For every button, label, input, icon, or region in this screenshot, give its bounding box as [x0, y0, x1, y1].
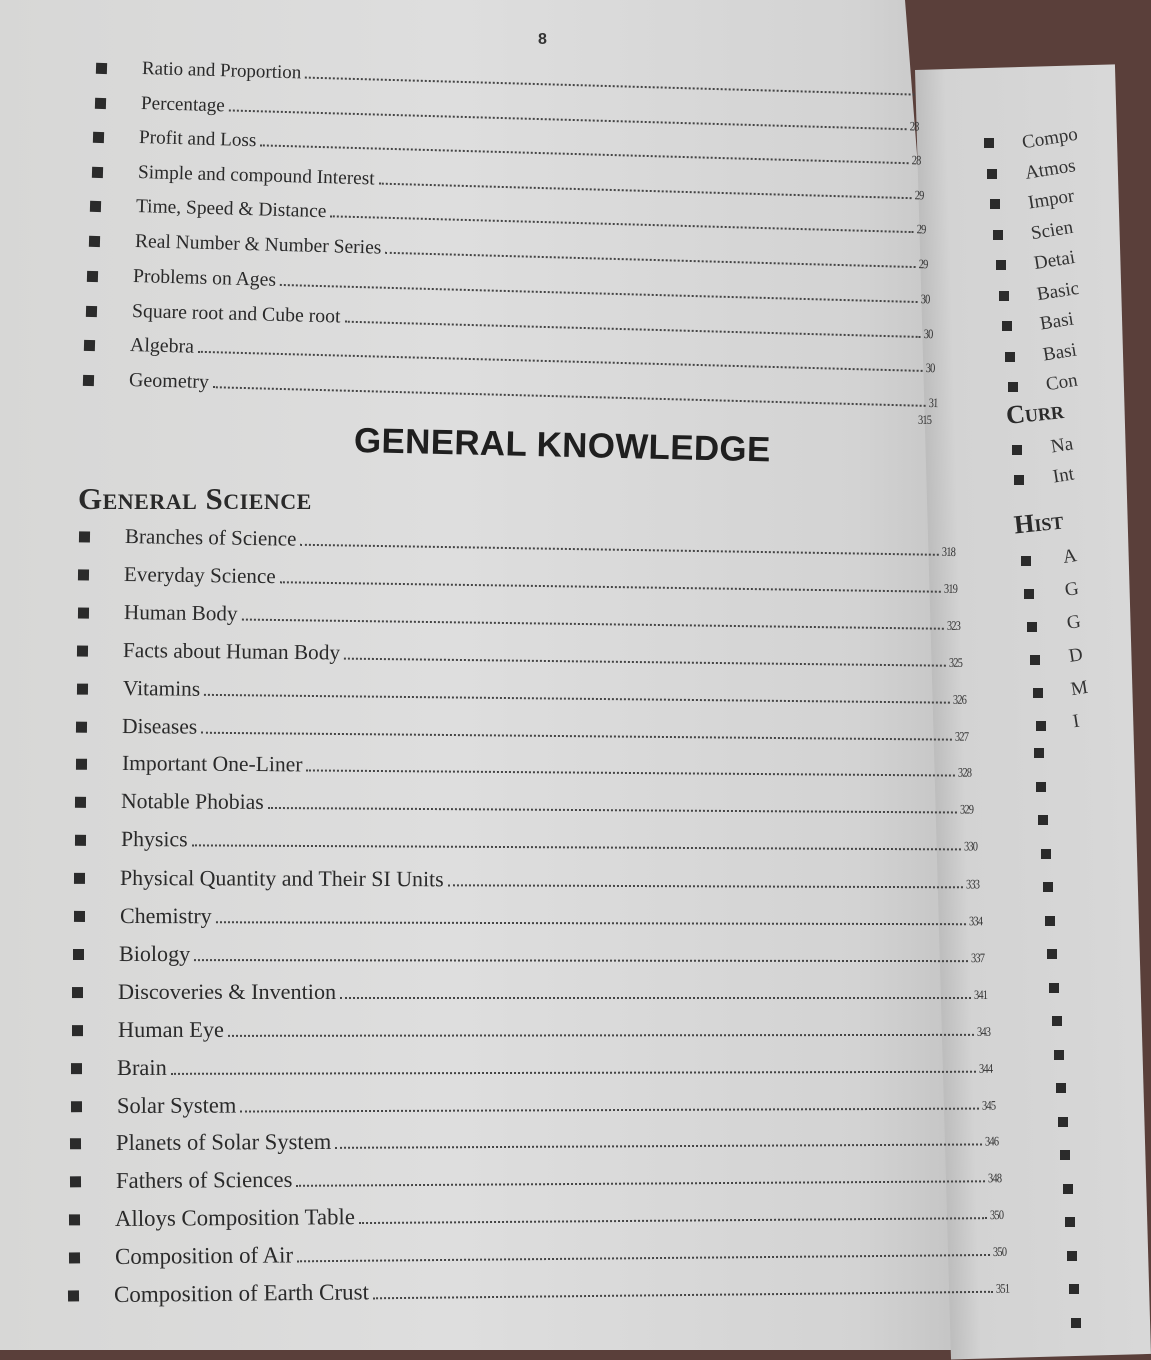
entry-label: Human Body — [123, 599, 238, 626]
page-ref: 345 — [981, 1097, 996, 1113]
entry-label: Notable Phobias — [121, 789, 264, 815]
dot-leader — [201, 731, 952, 740]
geometry-last-page — [918, 412, 935, 428]
square-bullet-icon — [69, 1215, 80, 1226]
page-ref: 326 — [952, 691, 966, 707]
toc-entry[interactable] — [114, 1236, 1009, 1270]
side-label: A — [1061, 545, 1079, 568]
side-entry — [1065, 611, 1082, 635]
page-ref: 327 — [954, 728, 969, 744]
side-label: Na — [1049, 433, 1075, 458]
square-bullet-icon — [77, 683, 88, 694]
page-ref: 329 — [960, 801, 974, 817]
entry-label: Simple and compound Interest — [137, 161, 375, 189]
dot-leader — [297, 1254, 990, 1262]
dot-leader — [378, 182, 911, 199]
dot-leader — [260, 144, 908, 164]
entry-label: Solar System — [116, 1092, 237, 1118]
side-heading: Curr — [1004, 395, 1066, 430]
side-label: Int — [1051, 463, 1076, 488]
side-label: D — [1067, 644, 1085, 667]
dot-leader — [448, 884, 963, 888]
entry-label: Branches of Science — [124, 524, 297, 551]
entry-label: Square root and Cube root — [131, 299, 341, 328]
page-ref: 328 — [957, 764, 971, 781]
dot-leader — [359, 1217, 987, 1224]
square-bullet-icon — [71, 1101, 82, 1112]
toc-entry[interactable] — [118, 979, 990, 1005]
entry-label: Everyday Science — [124, 561, 277, 589]
entry-label: Chemistry — [119, 903, 212, 929]
page-ref: 31 — [928, 394, 938, 410]
dot-leader — [191, 845, 960, 851]
square-bullet-icon — [78, 607, 89, 618]
entry-label: Physics — [120, 827, 188, 852]
dot-leader — [344, 657, 946, 666]
entry-label: Real Number & Number Series — [134, 230, 382, 259]
entry-label: Human Eye — [117, 1016, 224, 1042]
square-bullet-icon — [94, 97, 105, 108]
square-bullet-icon — [69, 1252, 80, 1263]
dot-leader — [300, 544, 938, 556]
side-label: Compo — [1020, 123, 1080, 154]
page-ref: 346 — [984, 1133, 998, 1149]
square-bullet-icon — [96, 63, 107, 74]
entry-label: Planets of Solar System — [116, 1129, 332, 1156]
page-ref: 337 — [971, 950, 985, 966]
entry-label: Physical Quantity and Their SI Units — [119, 865, 444, 892]
side-label: G — [1063, 578, 1081, 601]
side-label: Impor — [1026, 185, 1076, 214]
dot-leader — [228, 1034, 974, 1037]
entry-label: Percentage — [140, 92, 225, 116]
page-ref: 318 — [941, 543, 955, 560]
toc-entry[interactable] — [121, 789, 977, 820]
toc-entry[interactable] — [120, 865, 982, 894]
toc-entry[interactable] — [118, 1016, 993, 1043]
square-bullet-icon — [73, 949, 84, 960]
entry-label: Facts about Human Body — [123, 637, 341, 665]
entry-label: Alloys Composition Table — [114, 1204, 356, 1232]
toc-entry[interactable] — [114, 1273, 1012, 1308]
square-bullet-icon — [83, 374, 94, 385]
page-ref: 341 — [973, 986, 988, 1002]
dot-leader — [213, 386, 926, 407]
toc-entry[interactable] — [139, 127, 923, 171]
dot-leader — [268, 807, 957, 814]
square-bullet-icon — [72, 1025, 83, 1036]
entry-label: Geometry — [128, 368, 210, 393]
side-label: Basi — [1038, 308, 1076, 335]
square-bullet-icon — [70, 1177, 81, 1188]
square-bullet-icon — [86, 305, 97, 316]
entry-label: Important One-Liner — [121, 751, 303, 777]
entry-label: Biology — [118, 940, 191, 966]
subsection-title: General Science — [78, 481, 312, 516]
dot-leader — [228, 109, 906, 130]
entry-label: Fathers of Sciences — [115, 1167, 293, 1194]
toc-entry[interactable] — [125, 524, 958, 562]
side-entry — [1061, 545, 1078, 569]
page-ref: 323 — [946, 617, 961, 633]
page-ref: 344 — [979, 1060, 993, 1076]
dot-leader — [198, 351, 923, 372]
entry-label: Profit and Loss — [138, 127, 257, 152]
dot-leader — [306, 770, 955, 777]
side-label: M — [1069, 676, 1090, 701]
toc-entry[interactable] — [136, 196, 928, 239]
square-bullet-icon — [75, 834, 86, 845]
entry-label: Problems on Ages — [133, 265, 277, 291]
dot-leader — [194, 959, 968, 962]
entry-label: Composition of Earth Crust — [113, 1279, 370, 1307]
square-bullet-icon — [87, 270, 98, 281]
side-label: Basic — [1035, 277, 1081, 305]
page-ref: 343 — [976, 1023, 990, 1039]
page-ref: 30 — [921, 291, 931, 307]
dot-leader — [280, 284, 918, 303]
square-bullet-icon — [76, 721, 87, 732]
toc-entry[interactable] — [142, 58, 918, 102]
square-bullet-icon — [93, 132, 104, 143]
page-ref: 29 — [913, 186, 924, 202]
toc-entry[interactable] — [119, 941, 988, 968]
page-ref: 30 — [926, 359, 936, 376]
page-ref: 334 — [968, 913, 982, 929]
side-label: Atmos — [1023, 154, 1077, 184]
page-ref: 30 — [923, 325, 933, 341]
square-bullet-icon — [77, 645, 88, 656]
page-ref: 29 — [916, 221, 926, 237]
square-bullet-icon — [72, 987, 83, 998]
square-bullet-icon — [89, 235, 100, 246]
side-label: Scien — [1029, 216, 1075, 244]
page-ref: 325 — [949, 654, 963, 670]
toc-entry[interactable] — [124, 600, 964, 636]
section-title: GENERAL KNOWLEDGE — [353, 421, 772, 470]
page-ref: 350 — [992, 1243, 1007, 1260]
dot-leader — [204, 693, 949, 703]
dot-leader — [385, 251, 916, 267]
entry-label: Brain — [117, 1054, 168, 1080]
entry-label: Time, Speed & Distance — [135, 196, 327, 223]
dot-leader — [373, 1291, 993, 1299]
toc-entry[interactable] — [117, 1089, 999, 1118]
toc-entry[interactable] — [124, 562, 961, 599]
dot-leader — [344, 320, 920, 337]
side-label: I — [1071, 710, 1081, 733]
toc-entry[interactable] — [122, 751, 975, 783]
dot-leader — [335, 1144, 981, 1149]
toc-entry[interactable] — [115, 1199, 1007, 1232]
square-bullet-icon — [79, 531, 90, 542]
toc-entry[interactable] — [123, 676, 969, 710]
dot-leader — [280, 581, 941, 593]
page-ref: 330 — [963, 838, 977, 854]
page-ref: 28 — [911, 152, 921, 168]
page-ref: 351 — [995, 1280, 1009, 1296]
page-ref: 28 — [908, 117, 919, 134]
dot-leader — [241, 618, 943, 629]
toc-entry[interactable] — [116, 1162, 1004, 1194]
side-heading: Hist — [1012, 505, 1065, 540]
dot-leader — [305, 77, 914, 96]
page-ref: 348 — [987, 1170, 1001, 1186]
page-ref: 319 — [943, 580, 958, 596]
dot-leader — [171, 1070, 976, 1074]
toc-entry[interactable] — [117, 1052, 996, 1080]
dot-leader — [296, 1181, 984, 1188]
toc-entry[interactable] — [119, 903, 985, 931]
side-label: Con — [1044, 369, 1080, 396]
square-bullet-icon — [73, 911, 84, 922]
square-bullet-icon — [84, 339, 95, 350]
square-bullet-icon — [76, 759, 87, 770]
side-entry — [1069, 677, 1089, 701]
entry-label: Discoveries & Invention — [118, 978, 337, 1004]
side-label: G — [1065, 611, 1083, 634]
side-label: Detai — [1032, 246, 1077, 275]
square-bullet-icon — [92, 166, 103, 177]
entry-label: Vitamins — [122, 675, 201, 701]
square-bullet-icon — [75, 797, 86, 808]
side-entry — [1063, 578, 1080, 602]
toc-entry[interactable] — [122, 714, 971, 747]
side-entry — [1041, 339, 1078, 366]
page-ref: 315 — [918, 412, 932, 427]
square-bullet-icon — [74, 873, 85, 884]
page-ref: 350 — [990, 1207, 1004, 1223]
toc-entry[interactable] — [121, 827, 980, 856]
dot-leader — [215, 921, 965, 925]
side-label: Basi — [1041, 338, 1079, 366]
page-number: 8 — [538, 31, 547, 48]
square-bullet-icon — [78, 569, 89, 580]
square-bullet-icon — [68, 1290, 79, 1301]
entry-label: Algebra — [130, 334, 195, 358]
toc-entry[interactable] — [123, 638, 966, 673]
dot-leader — [341, 997, 971, 999]
page-ref: 333 — [965, 876, 980, 892]
entry-label: Composition of Air — [114, 1242, 293, 1270]
entry-label: Diseases — [122, 713, 198, 739]
page-ref: 29 — [918, 255, 928, 271]
square-bullet-icon — [70, 1139, 81, 1150]
dot-leader — [330, 215, 913, 233]
square-bullet-icon — [71, 1063, 82, 1074]
toc-entry[interactable] — [116, 1126, 1001, 1157]
side-entry — [1049, 433, 1074, 458]
side-entry — [1051, 463, 1075, 488]
entry-label: Ratio and Proportion — [141, 58, 302, 84]
square-bullet-icon — [90, 201, 101, 212]
dot-leader — [240, 1107, 979, 1112]
